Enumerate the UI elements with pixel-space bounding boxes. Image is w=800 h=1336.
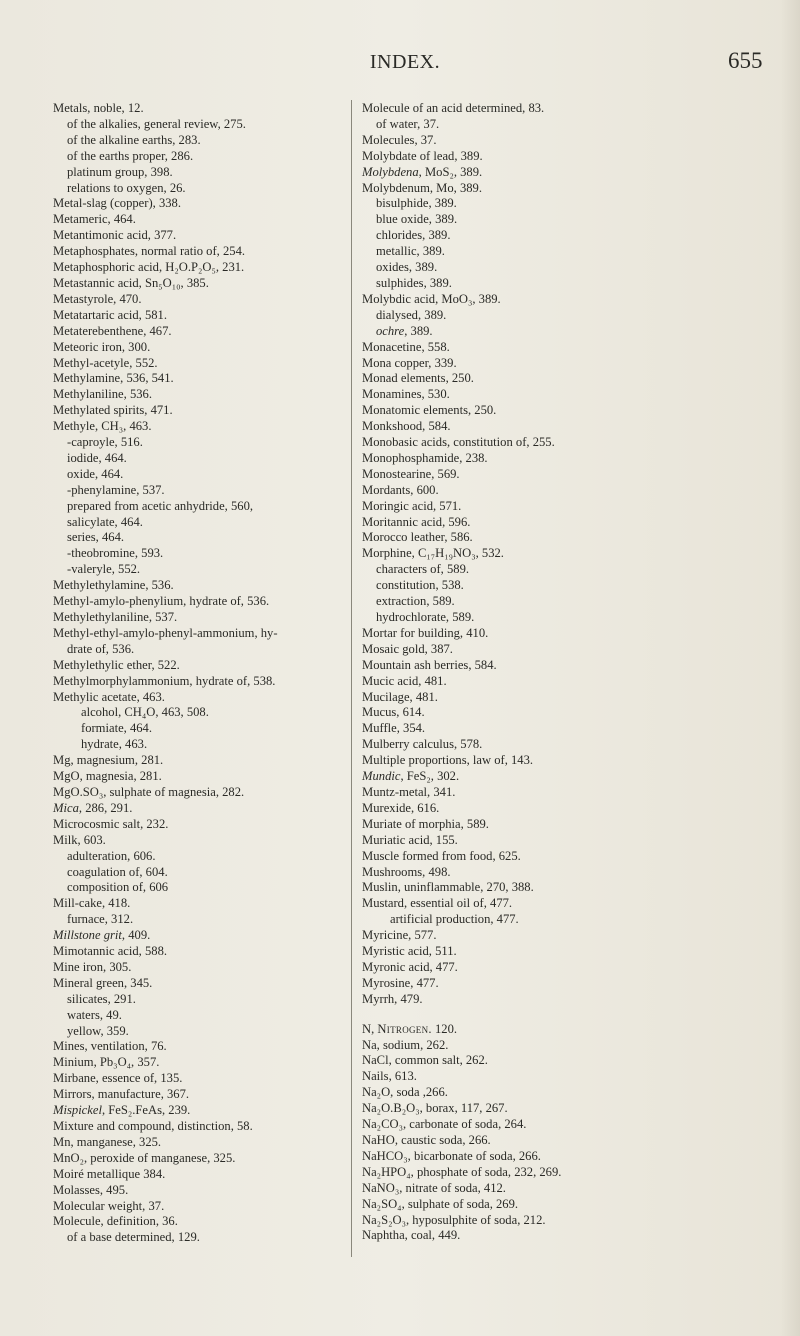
index-column-right <box>362 101 782 1244</box>
index-entry: Molecule, definition, 36. <box>53 1214 178 1229</box>
index-entry: Mimotannic acid, 588. <box>53 944 168 959</box>
index-entry: Mona copper, 339. <box>362 355 457 370</box>
index-entry: Molybdate of lead, 389. <box>362 148 483 163</box>
index-entry: Meteoric iron, 300. <box>53 339 151 354</box>
index-subentry: prepared from acetic anhydride, 560, <box>67 498 254 513</box>
index-entry: Myronic acid, 477. <box>362 959 458 974</box>
index-subentry: extraction, 589. <box>376 594 455 609</box>
index-entry: Molybdenum, Mo, 389. <box>362 180 482 195</box>
index-entry: Methylamine, 536, 541. <box>53 371 174 386</box>
index-subentry: coagulation of, 604. <box>67 864 168 879</box>
italic-term: Millstone grit <box>53 928 122 943</box>
index-subentry: of a base determined, 129. <box>67 1230 200 1245</box>
index-entry: Metaphosphates, normal ratio of, 254. <box>53 244 246 259</box>
index-entry: Moritannic acid, 596. <box>362 514 471 529</box>
index-entry: Moringic acid, 571. <box>362 498 462 513</box>
index-entry: Metals, noble, 12. <box>53 101 144 115</box>
index-entry: Muriatic acid, 155. <box>362 832 458 847</box>
index-subentry: drate of, 536. <box>67 641 135 656</box>
index-entry: Methyle, CH₃, 463. <box>53 419 152 434</box>
index-entry: Mountain ash berries, 584. <box>362 657 497 672</box>
index-subentry: platinum group, 398. <box>67 164 173 179</box>
index-subentry: of the earths proper, 286. <box>67 148 194 163</box>
index-entry: Methylethylic ether, 522. <box>53 657 180 672</box>
index-subentry: chlorides, 389. <box>376 228 451 243</box>
index-entry: Monamines, 530. <box>362 387 450 402</box>
index-subentry: furnace, 312. <box>67 912 134 927</box>
index-entry: Monatomic elements, 250. <box>362 403 497 418</box>
index-entry: Methyl-acetyle, 552. <box>53 355 158 370</box>
page-edge-shadow <box>780 0 800 1336</box>
index-entry: Methylethylaniline, 537. <box>53 610 178 624</box>
index-subentry: hydrate, 463. <box>81 737 148 752</box>
index-entry: Murexide, 616. <box>362 800 440 815</box>
index-entry: Na₂HPO₄, phosphate of soda, 232, 269. <box>362 1164 562 1179</box>
italic-term: Mundic <box>362 769 401 784</box>
index-entry: Monostearine, 569. <box>362 466 460 481</box>
index-entry: Mine iron, 305. <box>53 959 132 974</box>
index-entry: Milk, 603. <box>53 832 106 847</box>
index-entry: Myricine, 577. <box>362 928 437 943</box>
index-subentry: blue oxide, 389. <box>376 212 458 227</box>
index-entry: Mica, 286, 291. <box>53 800 133 815</box>
index-entry: Myristic acid, 511. <box>362 944 457 959</box>
index-entry: Mill-cake, 418. <box>53 896 131 911</box>
index-subentry: -theobromine, 593. <box>67 546 164 561</box>
index-subentry: yellow, 359. <box>67 1023 129 1038</box>
index-subentry: iodide, 464. <box>67 450 127 465</box>
index-entry: Metal-slag (copper), 338. <box>53 196 181 211</box>
index-entry: Mn, manganese, 325. <box>53 1134 162 1149</box>
index-subentry: of water, 37. <box>376 116 440 131</box>
index-subentry: series, 464. <box>67 530 125 545</box>
index-entry: Na₂O.B₂O₃, borax, 117, 267. <box>362 1101 508 1116</box>
running-head: INDEX. <box>369 51 441 73</box>
index-subentry: oxide, 464. <box>67 466 124 481</box>
index-subentry: of the alkaline earths, 283. <box>67 132 201 147</box>
index-entry: Morocco leather, 586. <box>362 530 473 545</box>
index-entry: Mg, magnesium, 281. <box>53 753 164 768</box>
index-subentry: adulteration, 606. <box>67 848 156 863</box>
index-entry: Methylic acetate, 463. <box>53 689 165 704</box>
index-entry: NaNO₃, nitrate of soda, 412. <box>362 1180 506 1195</box>
index-subentry: dialysed, 389. <box>376 307 447 322</box>
index-entry: Muriate of morphia, 589. <box>362 816 489 831</box>
index-entry: Molybdic acid, MoO₃, 389. <box>362 291 501 306</box>
index-entry: Metatartaric acid, 581. <box>53 307 167 322</box>
index-subentry: salicylate, 464. <box>67 514 143 529</box>
index-entry: Myrosine, 477. <box>362 975 439 990</box>
index-entry: Muntz-metal, 341. <box>362 784 456 799</box>
index-entry: Mordants, 600. <box>362 482 439 497</box>
index-entry: Nails, 613. <box>362 1069 417 1084</box>
index-entry: Mirrors, manufacture, 367. <box>53 1087 190 1102</box>
index-entry: Molybdena, MoS₂, 389. <box>362 164 483 179</box>
index-entry: Myrrh, 479. <box>362 991 423 1006</box>
index-subentry: waters, 49. <box>67 1007 122 1022</box>
italic-term: ochre <box>376 323 405 338</box>
index-entry: Mushrooms, 498. <box>362 864 451 879</box>
index-entry: Mundic, FeS₂, 302. <box>362 769 460 784</box>
index-entry: Mosaic gold, 387. <box>362 641 453 656</box>
index-entry: Monobasic acids, constitution of, 255. <box>362 435 555 450</box>
index-entry: Mucus, 614. <box>362 705 425 720</box>
index-entry: Mucic acid, 481. <box>362 673 447 688</box>
index-entry: Na, sodium, 262. <box>362 1037 449 1052</box>
index-column-left <box>53 101 351 1246</box>
index-entry: Methyl-ethyl-amylo-phenyl-ammonium, hy- <box>53 625 278 640</box>
index-entry: Mulberry calculus, 578. <box>362 737 483 752</box>
index-subentry: ochre, 389. <box>376 323 433 338</box>
index-entry: Metaphosphoric acid, H₂O.P₂O₅, 231. <box>53 260 245 275</box>
index-entry: Mines, ventilation, 76. <box>53 1039 167 1054</box>
index-subentry: -phenylamine, 537. <box>67 482 165 497</box>
section-gap <box>362 1008 782 1022</box>
index-entry: Multiple proportions, law of, 143. <box>362 753 534 768</box>
index-subentry: hydrochlorate, 589. <box>376 610 475 624</box>
column-divider <box>351 100 352 1257</box>
index-entry: Mixture and compound, distinction, 58. <box>53 1119 253 1133</box>
index-subentry: alcohol, CH₄O, 463, 508. <box>81 705 209 720</box>
index-entry: Na₂CO₃, carbonate of soda, 264. <box>362 1117 527 1132</box>
index-entry: NaHO, caustic soda, 266. <box>362 1133 491 1147</box>
index-subentry: silicates, 291. <box>67 991 136 1006</box>
index-subentry: bisulphide, 389. <box>376 196 457 211</box>
index-entry: Mirbane, essence of, 135. <box>53 1071 183 1086</box>
index-entry: Methylmorphylammonium, hydrate of, 538. <box>53 673 276 688</box>
index-entry: Mucilage, 481. <box>362 689 438 704</box>
index-entry: Muscle formed from food, 625. <box>362 848 521 863</box>
index-entry: Metastannic acid, Sn₅O₁₀, 385. <box>53 275 209 290</box>
index-subentry: oxides, 389. <box>376 260 438 275</box>
index-entry: Morphine, C₁₇H₁₉NO₃, 532. <box>362 546 504 561</box>
index-entry: Mineral green, 345. <box>53 975 153 990</box>
italic-term: Mica <box>53 800 79 815</box>
small-caps-term: Nitrogen. <box>377 1021 432 1036</box>
index-entry: Molecule of an acid determined, 83. <box>362 101 545 115</box>
index-entry: Muslin, uninflammable, 270, 388. <box>362 880 534 895</box>
index-subentry: sulphides, 389. <box>376 275 452 290</box>
index-entry: Metastyrole, 470. <box>53 291 142 306</box>
index-entry: Na₂S₂O₃, hyposulphite of soda, 212. <box>362 1212 546 1227</box>
index-entry: Monkshood, 584. <box>362 419 451 434</box>
index-subentry: constitution, 538. <box>376 578 464 593</box>
index-entry: Methylaniline, 536. <box>53 387 152 402</box>
index-subentry: composition of, 606 <box>67 880 169 895</box>
index-entry: MgO.SO₃, sulphate of magnesia, 282. <box>53 784 245 799</box>
index-subentry: formiate, 464. <box>81 721 152 736</box>
index-entry: NaHCO₃, bicarbonate of soda, 266. <box>362 1148 541 1163</box>
index-entry: Millstone grit, 409. <box>53 928 151 943</box>
page-number: 655 <box>728 48 763 73</box>
index-entry: Monad elements, 250. <box>362 371 474 386</box>
index-entry: Metaterebenthene, 467. <box>53 323 172 338</box>
index-entry: Muffle, 354. <box>362 721 426 736</box>
index-subentry: -caproyle, 516. <box>67 435 143 450</box>
index-subentry: of the alkalies, general review, 275. <box>67 116 246 131</box>
index-entry: Naphtha, coal, 449. <box>362 1228 461 1243</box>
italic-term: Molybdena <box>362 164 419 179</box>
index-entry: Metameric, 464. <box>53 212 136 227</box>
index-entry: Methylated spirits, 471. <box>53 403 173 418</box>
index-entry: MgO, magnesia, 281. <box>53 769 162 784</box>
index-entry: Na₂SO₄, sulphate of soda, 269. <box>362 1196 519 1211</box>
index-entry: Na₂O, soda ,266. <box>362 1085 448 1100</box>
index-entry: Methyl-amylo-phenylium, hydrate of, 536. <box>53 594 270 609</box>
index-entry: Methylethylamine, 536. <box>53 578 174 593</box>
index-subentry: relations to oxygen, 26. <box>67 180 186 195</box>
index-entry: Metantimonic acid, 377. <box>53 228 177 243</box>
index-subentry: characters of, 589. <box>376 562 470 577</box>
index-subentry: artificial production, 477. <box>390 912 519 927</box>
italic-term: Mispickel <box>53 1103 102 1118</box>
index-entry: Molecular weight, 37. <box>53 1198 165 1213</box>
index-entry: Mortar for building, 410. <box>362 625 489 640</box>
index-entry: N, Nitrogen. 120. <box>362 1021 458 1036</box>
index-entry: Molecules, 37. <box>362 132 437 147</box>
index-entry: Mispickel, FeS₂.FeAs, 239. <box>53 1103 191 1118</box>
index-entry: Mustard, essential oil of, 477. <box>362 896 513 911</box>
index-subentry: -valeryle, 552. <box>67 562 141 577</box>
index-entry: Monophosphamide, 238. <box>362 450 488 465</box>
index-subentry: metallic, 389. <box>376 244 445 259</box>
index-entry: Microcosmic salt, 232. <box>53 816 169 831</box>
index-entry: Molasses, 495. <box>53 1182 129 1197</box>
index-entry: Moiré metallique 384. <box>53 1166 166 1181</box>
index-entry: NaCl, common salt, 262. <box>362 1053 488 1068</box>
index-entry: Minium, Pb₃O₄, 357. <box>53 1055 160 1070</box>
index-entry: Monacetine, 558. <box>362 339 450 354</box>
index-entry: MnO₂, peroxide of manganese, 325. <box>53 1150 236 1165</box>
